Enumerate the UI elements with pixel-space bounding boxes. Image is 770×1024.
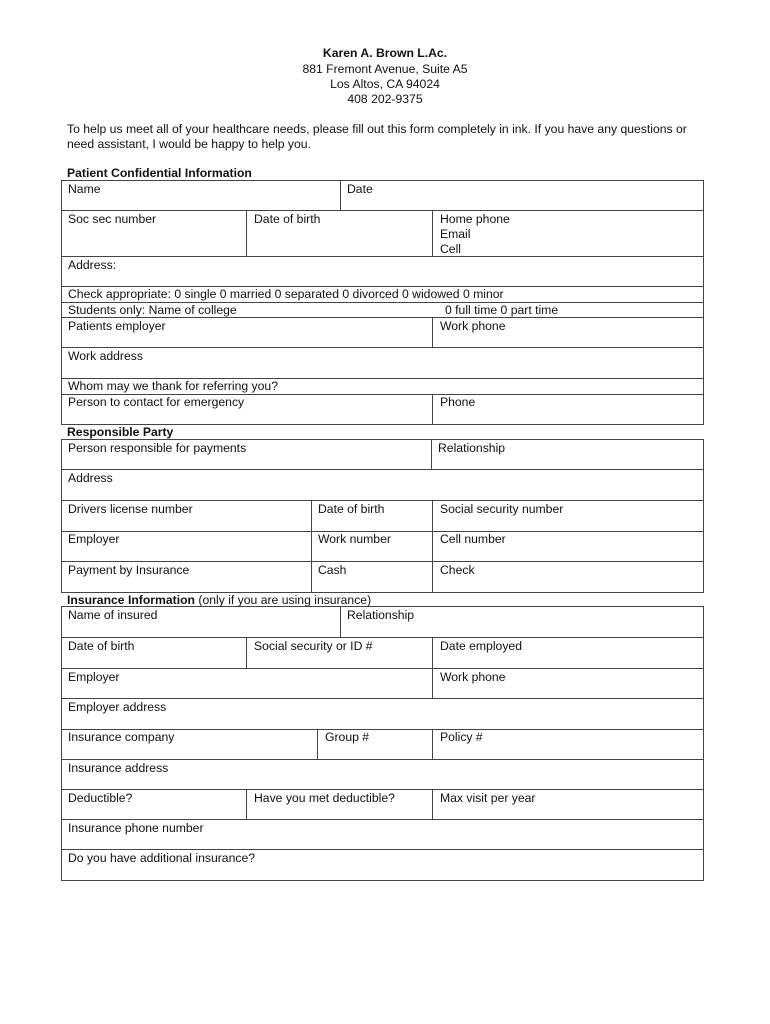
payment-check-option[interactable]: Check — [440, 563, 475, 577]
insured-employer-field[interactable]: Employer — [68, 670, 120, 684]
insurance-address-field[interactable]: Insurance address — [68, 761, 169, 775]
practice-address-line1: 881 Fremont Avenue, Suite A5 — [302, 62, 468, 76]
insurance-section-title: Insurance Information — [67, 593, 195, 607]
patient-work-address-field[interactable]: Work address — [68, 349, 143, 363]
insured-work-phone-field[interactable]: Work phone — [440, 670, 506, 684]
drivers-license-field[interactable]: Drivers license number — [68, 502, 193, 516]
insurance-section-heading — [67, 593, 371, 607]
insurance-group-field[interactable]: Group # — [325, 730, 370, 744]
insured-employer-address-field[interactable]: Employer address — [68, 700, 167, 714]
responsible-dob-field[interactable]: Date of birth — [318, 502, 385, 516]
patient-section-title: Patient Confidential Information — [67, 166, 252, 180]
patient-work-phone-field[interactable]: Work phone — [440, 319, 506, 333]
patient-ssn-field[interactable]: Soc sec number — [68, 212, 157, 226]
patient-address-field[interactable]: Address: — [68, 258, 117, 272]
insurance-phone-field[interactable]: Insurance phone number — [68, 821, 204, 835]
responsible-work-number-field[interactable]: Work number — [318, 532, 391, 546]
responsible-employer-field[interactable]: Employer — [68, 532, 120, 546]
college-name-field[interactable]: Students only: Name of college — [68, 303, 237, 317]
insurance-company-field[interactable]: Insurance company — [68, 730, 175, 744]
patient-name-field[interactable]: Name — [68, 182, 101, 196]
practice-address-line2: Los Altos, CA 94024 — [330, 77, 440, 91]
max-visit-field[interactable]: Max visit per year — [440, 791, 536, 805]
patient-home-phone-field[interactable]: Home phone — [440, 212, 510, 226]
payment-insurance-option[interactable]: Payment by Insurance — [68, 563, 190, 577]
insured-name-field[interactable]: Name of insured — [68, 608, 158, 622]
insured-dob-field[interactable]: Date of birth — [68, 639, 135, 653]
responsible-ssn-field[interactable]: Social security number — [440, 502, 564, 516]
student-status-checkboxes[interactable]: 0 full time 0 part time — [445, 303, 559, 317]
emergency-contact-field[interactable]: Person to contact for emergency — [68, 395, 245, 409]
responsible-address-field[interactable]: Address — [68, 471, 113, 485]
patient-cell-field[interactable]: Cell — [440, 242, 461, 256]
insurance-policy-field[interactable]: Policy # — [440, 730, 483, 744]
payment-cash-option[interactable]: Cash — [318, 563, 347, 577]
deductible-field[interactable]: Deductible? — [68, 791, 133, 805]
intro-text: To help us meet all of your healthcare needs, please fill out this form completely in ink. If you have any questions or need assistant, I would be happy to help you. — [67, 122, 687, 151]
emergency-phone-field[interactable]: Phone — [440, 395, 476, 409]
marital-status-checkboxes[interactable]: Check appropriate: 0 single 0 married 0 separated 0 divorced 0 widowed 0 minor — [68, 287, 504, 301]
referral-field[interactable]: Whom may we thank for referring you? — [68, 379, 278, 393]
responsible-person-field[interactable]: Person responsible for payments — [68, 441, 247, 455]
practice-phone: 408 202-9375 — [347, 92, 423, 106]
practitioner-name: Karen A. Brown L.Ac. — [322, 46, 448, 60]
patient-dob-field[interactable]: Date of birth — [254, 212, 321, 226]
responsible-section-title: Responsible Party — [67, 425, 174, 439]
patient-date-field[interactable]: Date — [347, 182, 373, 196]
patient-email-field[interactable]: Email — [440, 227, 471, 241]
insurance-section-note: (only if you are using insurance) — [198, 593, 372, 607]
insured-relationship-field[interactable]: Relationship — [347, 608, 415, 622]
patient-employer-field[interactable]: Patients employer — [68, 319, 166, 333]
responsible-relationship-field[interactable]: Relationship — [438, 441, 506, 455]
met-deductible-field[interactable]: Have you met deductible? — [254, 791, 395, 805]
responsible-cell-number-field[interactable]: Cell number — [440, 532, 506, 546]
additional-insurance-field[interactable]: Do you have additional insurance? — [68, 851, 256, 865]
insured-ssn-id-field[interactable]: Social security or ID # — [254, 639, 373, 653]
insured-date-employed-field[interactable]: Date employed — [440, 639, 522, 653]
